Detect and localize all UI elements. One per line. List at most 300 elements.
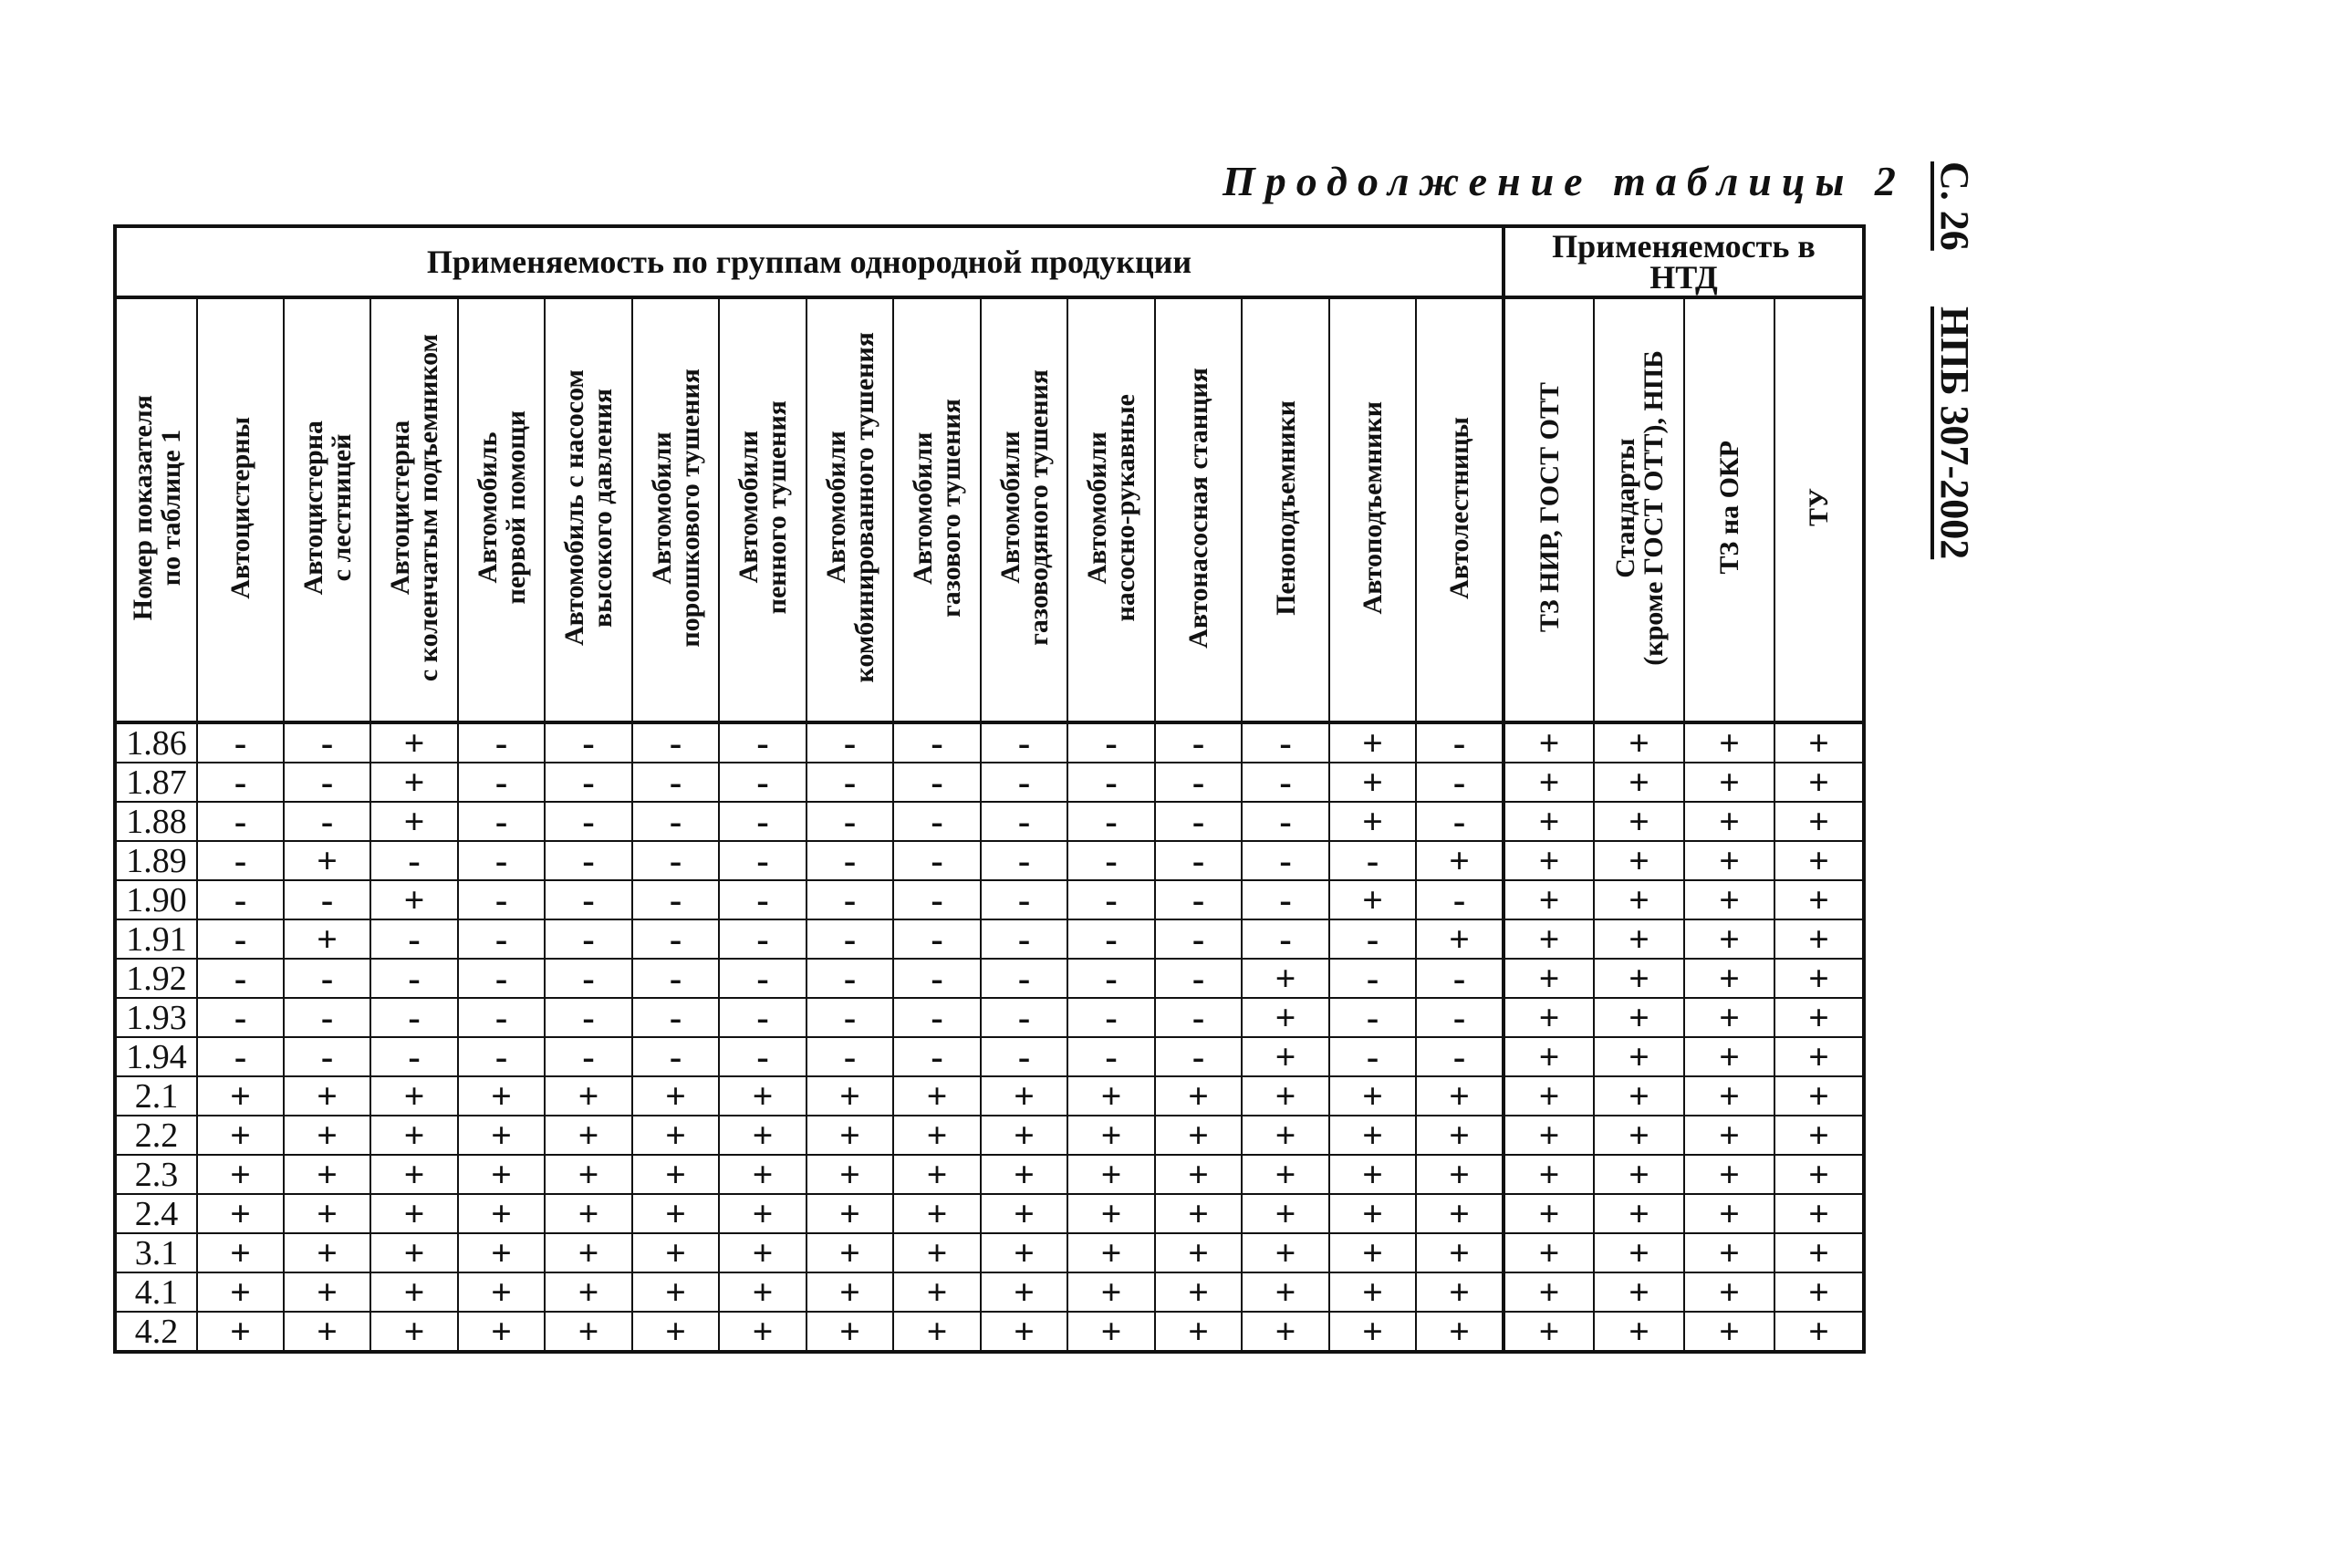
applicability-cell: - [1067, 998, 1155, 1037]
table-row [115, 919, 1864, 959]
header-line: Автонасосная станция [1183, 367, 1213, 649]
applicability-cell: + [1416, 919, 1504, 959]
product-groups-header: Применяемость по группам однородной продукции [115, 226, 1504, 297]
applicability-cell: - [893, 998, 981, 1037]
column-header-product-label [1272, 400, 1300, 616]
applicability-cell: - [893, 919, 981, 959]
indicator-number: 1.88 [115, 802, 197, 841]
applicability-cell: + [1684, 998, 1774, 1037]
applicability-cell: + [1504, 841, 1594, 880]
indicator-number: 1.90 [115, 880, 197, 919]
applicability-cell: + [1504, 1272, 1594, 1312]
applicability-cell: + [1242, 1116, 1329, 1155]
applicability-cell: + [1594, 1076, 1684, 1116]
header-line: Автоцистерна [385, 420, 415, 596]
applicability-cell: + [284, 919, 370, 959]
applicability-cell: + [284, 1194, 370, 1233]
applicability-cell: - [197, 880, 284, 919]
applicability-cell: + [1329, 1312, 1416, 1352]
applicability-cell: - [370, 998, 458, 1037]
applicability-cell: + [1416, 1194, 1504, 1233]
column-header-product-label [386, 334, 442, 681]
applicability-cell: + [1774, 802, 1864, 841]
applicability-cell: + [1504, 1037, 1594, 1076]
applicability-cell: - [981, 763, 1067, 802]
applicability-cell: + [284, 841, 370, 880]
applicability-cell: + [458, 1233, 545, 1272]
applicability-cell: - [458, 763, 545, 802]
table-row [115, 959, 1864, 998]
applicability-cell: + [458, 1312, 545, 1352]
indicator-number: 2.4 [115, 1194, 197, 1233]
column-header-product [197, 297, 284, 722]
table-row [115, 1116, 1864, 1155]
applicability-cell: + [1774, 841, 1864, 880]
applicability-cell: + [632, 1194, 719, 1233]
page-header [1932, 161, 1977, 559]
applicability-cell: + [1067, 1194, 1155, 1233]
header-line: ТЗ НИР, ГОСТ ОТТ [1534, 382, 1565, 633]
header-line: высокого давления [588, 388, 618, 628]
applicability-cell: - [632, 802, 719, 841]
indicator-number: 1.91 [115, 919, 197, 959]
applicability-cell: - [545, 802, 632, 841]
document-code: НПБ 307-2002 [1932, 306, 1977, 559]
applicability-cell: + [806, 1233, 893, 1272]
applicability-cell: - [1242, 722, 1329, 763]
applicability-cell: + [1416, 1155, 1504, 1194]
applicability-cell: + [284, 1233, 370, 1272]
applicability-cell: + [981, 1116, 1067, 1155]
applicability-cell: - [284, 722, 370, 763]
indicator-number: 4.1 [115, 1272, 197, 1312]
applicability-table [113, 224, 1866, 1354]
applicability-cell: + [370, 1076, 458, 1116]
applicability-cell: + [1504, 1312, 1594, 1352]
applicability-cell: + [1684, 1194, 1774, 1233]
column-header-product-label [299, 421, 356, 595]
applicability-cell: + [806, 1155, 893, 1194]
applicability-cell: - [458, 959, 545, 998]
applicability-cell: + [1329, 802, 1416, 841]
applicability-cell: - [1067, 763, 1155, 802]
applicability-cell: + [719, 1233, 806, 1272]
applicability-cell: + [1594, 802, 1684, 841]
applicability-cell: - [197, 998, 284, 1037]
applicability-cell: - [981, 1037, 1067, 1076]
applicability-cell: + [1504, 1076, 1594, 1116]
column-header-ntd [1504, 297, 1594, 722]
applicability-cell: - [1416, 880, 1504, 919]
applicability-cell: + [545, 1116, 632, 1155]
applicability-cell: - [719, 802, 806, 841]
applicability-cell: - [197, 802, 284, 841]
column-header-ntd-label [1805, 488, 1833, 526]
column-header-product [806, 297, 893, 722]
indicator-number: 1.92 [115, 959, 197, 998]
applicability-cell: - [893, 763, 981, 802]
applicability-cell: + [545, 1233, 632, 1272]
applicability-cell: - [806, 722, 893, 763]
applicability-cell: + [1684, 841, 1774, 880]
applicability-cell: + [1155, 1194, 1242, 1233]
column-header-product-label [996, 369, 1053, 646]
applicability-cell: + [981, 1272, 1067, 1312]
header-line: Автомобили [820, 431, 851, 585]
applicability-cell: - [1329, 841, 1416, 880]
header-line: Автоцистерны [225, 416, 255, 599]
applicability-cell: + [284, 1312, 370, 1352]
applicability-cell: + [370, 1272, 458, 1312]
applicability-cell: - [1329, 959, 1416, 998]
applicability-cell: - [545, 722, 632, 763]
indicator-number: 1.86 [115, 722, 197, 763]
applicability-cell: - [632, 841, 719, 880]
applicability-cell: + [1242, 1076, 1329, 1116]
applicability-cell: + [1329, 1233, 1416, 1272]
applicability-cell: + [1242, 1194, 1329, 1233]
table-row [115, 841, 1864, 880]
applicability-cell: - [719, 959, 806, 998]
indicator-number: 2.3 [115, 1155, 197, 1194]
applicability-cell: + [458, 1194, 545, 1233]
column-header-product-label [226, 417, 255, 599]
column-header-product-label [822, 332, 879, 682]
applicability-cell: - [893, 880, 981, 919]
table-row [115, 880, 1864, 919]
applicability-cell: - [632, 763, 719, 802]
applicability-cell: + [1594, 763, 1684, 802]
applicability-cell: + [1329, 1116, 1416, 1155]
header-line: Автомобили [1082, 431, 1112, 585]
applicability-cell: - [981, 841, 1067, 880]
applicability-cell: - [1067, 919, 1155, 959]
applicability-cell: - [1242, 763, 1329, 802]
indicator-number: 1.89 [115, 841, 197, 880]
applicability-cell: + [1155, 1155, 1242, 1194]
applicability-cell: + [197, 1155, 284, 1194]
column-header-product-label [473, 410, 530, 604]
column-header-product [893, 297, 981, 722]
applicability-cell: + [632, 1272, 719, 1312]
applicability-cell: + [1594, 919, 1684, 959]
column-header-product-label [909, 399, 965, 618]
applicability-cell: + [1594, 1272, 1684, 1312]
applicability-cell: + [370, 1194, 458, 1233]
applicability-cell: + [545, 1194, 632, 1233]
applicability-cell: + [1242, 1312, 1329, 1352]
applicability-cell: + [1067, 1312, 1155, 1352]
applicability-cell: + [981, 1076, 1067, 1116]
applicability-cell: - [197, 841, 284, 880]
applicability-cell: + [370, 1233, 458, 1272]
header-line: газоводяного тушения [1023, 369, 1054, 646]
applicability-cell: - [1416, 998, 1504, 1037]
applicability-cell: - [981, 959, 1067, 998]
applicability-cell: + [1594, 841, 1684, 880]
applicability-cell: + [1774, 1155, 1864, 1194]
applicability-cell: + [1329, 880, 1416, 919]
indicator-number: 1.87 [115, 763, 197, 802]
applicability-cell: + [1774, 919, 1864, 959]
applicability-cell: + [1504, 1155, 1594, 1194]
column-header-product [632, 297, 719, 722]
applicability-cell: - [632, 919, 719, 959]
applicability-cell: - [197, 722, 284, 763]
applicability-cell: + [1684, 880, 1774, 919]
applicability-cell: + [719, 1194, 806, 1233]
applicability-cell: + [632, 1312, 719, 1352]
applicability-cell: + [1329, 1272, 1416, 1312]
applicability-cell: + [370, 763, 458, 802]
header-line: порошкового тушения [674, 368, 705, 648]
header-line: Автоцистерна [297, 420, 328, 596]
applicability-cell: + [1242, 1233, 1329, 1272]
applicability-cell: + [1067, 1116, 1155, 1155]
applicability-cell: + [284, 1116, 370, 1155]
applicability-cell: + [1774, 1233, 1864, 1272]
applicability-cell: - [632, 959, 719, 998]
applicability-cell: - [719, 841, 806, 880]
table-row [115, 1155, 1864, 1194]
column-header-product-label [648, 369, 704, 648]
header-line: Автомобили [646, 431, 677, 585]
column-header-product-label [560, 369, 617, 646]
applicability-cell: + [1329, 763, 1416, 802]
applicability-cell: + [981, 1312, 1067, 1352]
applicability-cell: + [1504, 763, 1594, 802]
applicability-cell: - [1155, 1037, 1242, 1076]
applicability-cell: + [1594, 880, 1684, 919]
applicability-cell: - [284, 998, 370, 1037]
header-line: Автомобили [908, 431, 938, 585]
applicability-cell: + [893, 1272, 981, 1312]
applicability-cell: - [545, 880, 632, 919]
applicability-cell: - [981, 802, 1067, 841]
applicability-cell: - [1155, 841, 1242, 880]
applicability-cell: + [1504, 1116, 1594, 1155]
header-line: Автолестницы [1444, 416, 1474, 599]
applicability-cell: - [1067, 722, 1155, 763]
applicability-cell: + [1416, 1076, 1504, 1116]
applicability-cell: + [981, 1233, 1067, 1272]
column-header-product-label [734, 400, 791, 614]
applicability-cell: + [1594, 1116, 1684, 1155]
applicability-cell: - [545, 1037, 632, 1076]
page-number: С. 26 [1932, 161, 1977, 251]
applicability-cell: + [197, 1116, 284, 1155]
applicability-cell: + [284, 1155, 370, 1194]
applicability-cell: + [1594, 998, 1684, 1037]
applicability-cell: - [1416, 722, 1504, 763]
ntd-header [1504, 226, 1864, 297]
column-header-number-label [129, 395, 185, 620]
header-line: Автомобиль [472, 431, 503, 584]
table-caption: Продолжение таблицы 2 [1223, 158, 1906, 204]
applicability-cell: + [1416, 1312, 1504, 1352]
applicability-cell: - [458, 841, 545, 880]
applicability-cell: + [1155, 1312, 1242, 1352]
column-header-ntd-label [1611, 350, 1668, 666]
applicability-cell: + [1242, 1037, 1329, 1076]
applicability-cell: + [893, 1116, 981, 1155]
table-row [115, 802, 1864, 841]
applicability-cell: + [806, 1116, 893, 1155]
applicability-cell: - [806, 880, 893, 919]
applicability-cell: + [370, 1155, 458, 1194]
applicability-cell: + [893, 1312, 981, 1352]
applicability-cell: + [1684, 1312, 1774, 1352]
applicability-cell: + [458, 1076, 545, 1116]
header-line: ТУ [1804, 488, 1834, 527]
applicability-cell: + [1594, 1194, 1684, 1233]
applicability-cell: - [806, 841, 893, 880]
applicability-cell: + [1774, 1194, 1864, 1233]
header-line: Автомобили [734, 431, 764, 585]
applicability-cell: + [1504, 919, 1594, 959]
applicability-cell: - [545, 919, 632, 959]
applicability-cell: - [1155, 919, 1242, 959]
applicability-cell: + [1504, 722, 1594, 763]
table-row [115, 1194, 1864, 1233]
applicability-cell: - [284, 880, 370, 919]
applicability-cell: + [1774, 763, 1864, 802]
applicability-cell: + [1329, 1076, 1416, 1116]
column-header-product [284, 297, 370, 722]
applicability-cell: + [1504, 998, 1594, 1037]
column-header-ntd-label [1715, 441, 1743, 575]
applicability-cell: - [893, 722, 981, 763]
applicability-cell: + [1155, 1233, 1242, 1272]
column-header-product [981, 297, 1067, 722]
applicability-cell: - [458, 802, 545, 841]
table-row [115, 998, 1864, 1037]
column-header-product [719, 297, 806, 722]
table-row [115, 1037, 1864, 1076]
header-line: Стандарты [1609, 437, 1640, 578]
table-row [115, 722, 1864, 763]
applicability-cell: - [370, 959, 458, 998]
applicability-cell: - [981, 998, 1067, 1037]
applicability-cell: - [1155, 880, 1242, 919]
column-header-product-label [1083, 394, 1139, 622]
applicability-cell: + [1067, 1155, 1155, 1194]
applicability-cell: + [1684, 919, 1774, 959]
column-header-product [458, 297, 545, 722]
header-line: с лестницей [326, 433, 357, 582]
applicability-cell: + [1594, 1312, 1684, 1352]
column-header-ntd-label [1535, 382, 1564, 632]
column-header-ntd [1684, 297, 1774, 722]
applicability-cell: - [1329, 919, 1416, 959]
applicability-cell: - [632, 880, 719, 919]
applicability-cell: + [1067, 1076, 1155, 1116]
applicability-cell: + [1594, 1155, 1684, 1194]
applicability-cell: - [1067, 880, 1155, 919]
header-line: Пеноподъемники [1270, 400, 1301, 616]
table-row [115, 1233, 1864, 1272]
header-line: комбинированного тушения [848, 332, 879, 683]
applicability-cell: - [458, 722, 545, 763]
applicability-cell: - [1329, 1037, 1416, 1076]
column-header-ntd [1774, 297, 1864, 722]
applicability-cell: - [284, 1037, 370, 1076]
applicability-cell: - [806, 802, 893, 841]
applicability-cell: + [632, 1116, 719, 1155]
applicability-cell: - [1067, 959, 1155, 998]
applicability-cell: + [893, 1194, 981, 1233]
applicability-cell: - [1067, 1037, 1155, 1076]
applicability-cell: + [1684, 1233, 1774, 1272]
applicability-cell: - [806, 763, 893, 802]
applicability-cell: - [197, 959, 284, 998]
applicability-cell: - [458, 880, 545, 919]
header-line: Автомобиль с насосом [559, 369, 589, 646]
applicability-cell: + [1594, 722, 1684, 763]
applicability-cell: - [370, 1037, 458, 1076]
applicability-cell: - [1067, 841, 1155, 880]
applicability-cell: + [1594, 959, 1684, 998]
applicability-cell: - [632, 722, 719, 763]
applicability-cell: - [1242, 880, 1329, 919]
applicability-cell: + [893, 1233, 981, 1272]
applicability-cell: - [284, 802, 370, 841]
header-line: первой помощи [500, 410, 531, 605]
applicability-cell: - [981, 880, 1067, 919]
applicability-cell: + [1416, 841, 1504, 880]
column-header-product [370, 297, 458, 722]
applicability-cell: + [197, 1272, 284, 1312]
applicability-cell: + [1329, 1194, 1416, 1233]
applicability-cell: - [1155, 959, 1242, 998]
applicability-cell: - [1329, 998, 1416, 1037]
applicability-cell: + [1242, 959, 1329, 998]
applicability-cell: - [893, 1037, 981, 1076]
applicability-cell: + [806, 1272, 893, 1312]
header-line: Автоподъемники [1358, 400, 1388, 615]
applicability-cell: - [1416, 1037, 1504, 1076]
applicability-cell: + [1504, 1194, 1594, 1233]
applicability-cell: - [1416, 802, 1504, 841]
column-header-product [1329, 297, 1416, 722]
applicability-cell: + [1684, 1155, 1774, 1194]
applicability-cell: - [197, 1037, 284, 1076]
applicability-cell: + [370, 802, 458, 841]
applicability-cell: - [719, 998, 806, 1037]
applicability-cell: - [1155, 802, 1242, 841]
header-line: Номер показателя [127, 394, 158, 621]
applicability-cell: + [1774, 722, 1864, 763]
applicability-cell: + [197, 1076, 284, 1116]
applicability-cell: + [370, 1116, 458, 1155]
applicability-cell: + [1774, 880, 1864, 919]
applicability-cell: + [1504, 802, 1594, 841]
applicability-cell: + [1155, 1116, 1242, 1155]
applicability-cell: - [197, 763, 284, 802]
applicability-cell: - [893, 959, 981, 998]
applicability-cell: + [1774, 959, 1864, 998]
applicability-cell: + [719, 1272, 806, 1312]
applicability-cell: - [1155, 998, 1242, 1037]
applicability-cell: + [1684, 1272, 1774, 1312]
indicator-number: 2.1 [115, 1076, 197, 1116]
applicability-cell: + [1684, 1037, 1774, 1076]
column-header-product-label [1445, 417, 1473, 599]
applicability-cell: + [458, 1116, 545, 1155]
applicability-cell: + [806, 1076, 893, 1116]
applicability-cell: - [981, 919, 1067, 959]
applicability-cell: + [370, 1312, 458, 1352]
